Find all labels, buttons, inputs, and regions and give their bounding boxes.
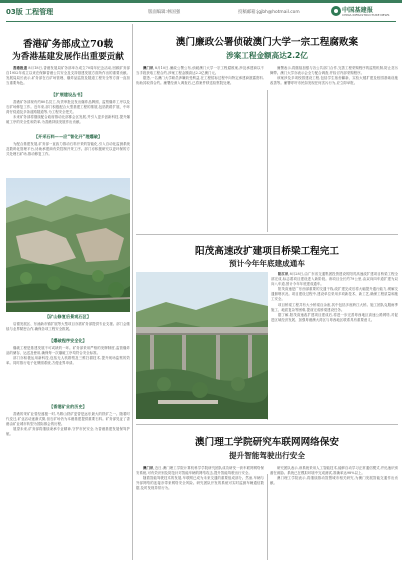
article1-section-1: 【扩展建设丛书】: [51, 92, 85, 97]
article3-headline: 阳茂高速改扩建项目桥梁工程完工: [195, 246, 339, 257]
article3-dateline: 阳江讯: [278, 272, 289, 276]
column-divider: [267, 90, 268, 232]
article1-body-3: 启德发展区、东涌新市镇扩展等大型项目亦需矿务部提供专业支援。部门会继续与业界紧密合作,确保各项工程安全推展。: [6, 322, 130, 332]
article1-section-2: 【开采石料——应“智化开”理爆破】: [33, 134, 103, 139]
newspaper-brand: 中国基建报: [342, 7, 373, 14]
article1-body-2: 为配合基建发展,矿务部一直致力推动石料开采的智能化,引入自动化监测系统及数码化管理平台,协助承建商有效控制开采工序。部门亦积极研究以更环保的方式处理石矿场,推动修复工作。: [6, 142, 130, 157]
page-section-label: 03版 工程管理: [6, 8, 54, 16]
newspaper-brand-sub: CHINA INFRASTRUCTURE NEWS: [342, 13, 390, 17]
article1-dateline: 香港报道: [13, 66, 28, 70]
section-divider: [136, 234, 398, 235]
left-photo-caption: 【矿山修复后景观石区】: [44, 314, 92, 319]
article4-body-left: 澳门讯 近日,澳门理工学院计算机科学学院研究团队成功研发一套车联网网络保安系统,可有效识别及防范针对智能车辆的网络攻击,提升智能驾驶出行安全。 随着智能驾驶技术的发展,车联网已成为未来交通的重要组成部分。然而,车辆与外部网络的连接亦带来网络安全风险。研究团队开发的系统可实时监测车辆通信数据,及时发现异常行为。: [136, 466, 264, 491]
article1-headline-2: 为香港基建发展作出重要贡献: [12, 52, 124, 62]
editor-credit: 版面编辑:林国强: [148, 10, 181, 15]
article4-dateline: 澳门讯: [143, 466, 154, 470]
article1-body-4: 爆破工程是基建发展不可或缺的一环。矿务部采用严格的发牌制度,监管爆炸品的储存、运送及使用,确保每一次爆破工序均符合安全标准。 部门亦积极运用新科技,包括无人机勘察及三维扫描技术,提升现场监察的效率。同时推行电子化牌照系统,方便业界申请。: [6, 346, 130, 366]
newspaper-logo-icon: [331, 6, 341, 16]
article1-intro: 香港报道 8月18日,香港发展局矿务部举办成立70周年纪念活动,回顾矿务部自1952年成立以来在保障香港公共安全及支持基建发展方面所作出的重要贡献。发展局局长表示,矿务部在石矿场管理、爆炸品监管及隧道工程安全等方面一直担当重要角色。: [6, 66, 130, 86]
article1-section-3: 【爆破程序安全化】: [49, 338, 87, 343]
article1-headline: 香港矿务部成立70载: [22, 39, 114, 50]
column-divider: [132, 24, 133, 560]
article4-body-right: 研究团队表示,该系统采用人工智能技术,能够自动学习正常通信模式,并迅速识别潜在威胁。系统已在模拟环境中完成测试,准确率达98%以上。 澳门理工学院表示,将继续推动智慧城市相关研究,为澳门发展智能交通作出贡献。: [270, 466, 398, 486]
quarry-restoration-photo: [6, 178, 130, 312]
bridge-construction-photo: [136, 272, 268, 419]
header-rule: [6, 21, 396, 22]
article3-subheadline: 预计今年年底建成通车: [229, 259, 305, 268]
article2-body-right: 廉署表示,将继续加强与各公共部门合作,完善工程采购程序的监察机制,防止贪污舞弊。澳门大学亦表示会全力配合调查,并检讨内部采购程序。 该案涉及多项校园建设工程,包括学生宿舍翻新、实验大楼扩建及校园基础设施改善等。廉署呼吁市民如发现任何贪污行为,应立即举报。: [270, 66, 398, 86]
page-header: [0, 3, 402, 21]
article2-subheadline: 涉案工程金额高达2.2亿: [226, 51, 308, 60]
article1-section-4: 【香港矿业的历史】: [49, 404, 87, 409]
section-divider: [136, 424, 398, 425]
article2-dateline: 澳门讯: [143, 66, 154, 70]
article1-body-5: 香港的采矿业曾经盛极一时,马鞍山铁矿更曾是远东最大的铁矿之一。随着时代变迁,矿业活动逐渐式微,但石矿场仍为本港基建提供重要石料。矿务部见证了香港由矿业城市转型为国际都会的历程。 展望未来,矿务部将继续秉承专业精神,守护市民安全,为香港基建发展保驾护航。: [6, 412, 130, 437]
article1-body-1: 香港矿务部现有约80名员工,负责审批及发出爆炸品牌照、监察爆炸工序以及石矿场修复工作。近年来,部门积极配合大型基建工程的推展,包括铁路扩展、中环湾仔绕道及多条道路隧道等,为工程安全把关。 未来矿务部将继续配合政府推动北部都会区发展,并引入更多创新科技,提升爆破工序的安全性和效率,为香港持续发展作出贡献。: [6, 100, 130, 125]
submission-email: 投稿邮箱:jgjbh@hotmail.com: [238, 10, 300, 15]
article3-body: 阳江讯 8月28日,由广东省交通集团投资建设的阳茂高速改扩建项目桥梁工程全部完成,标志着项目建设进入新阶段。该项目全长约79公里,由双向四车道扩建为双向八车道,预计今年年底建成通车。 阳茂高速是广东西部重要的交通干线,改扩建完成后将大幅提升通行能力,缓解交通拥堵状况。项目建设过程中,建设单位采用多项新技术、新工艺,确保工程质量和施工安全。 项目桥梁工程共有大小桥梁百余座,其中包括多座跨江大桥。施工团队克服雨季施工、地质复杂等困难,提前完成桥梁建设任务。 据了解,阳茂高速改扩建项目建成后,将进一步完善粤西地区高速公路网络,对促进区域经济发展、加强粤港澳大湾区与粤西地区联系具有重要意义。: [271, 272, 398, 322]
article2-headline: 澳门廉政公署侦破澳门大学一宗工程腐败案: [175, 37, 359, 48]
article4-subheadline: 提升智能驾驶出行安全: [229, 451, 305, 460]
column-divider: [267, 474, 268, 560]
article4-headline: 澳门理工学院研究车联网网络保安: [195, 437, 339, 448]
article2-body-left: 澳门讯 8月10日,廉政公署公布,侦破澳门大学一宗工程腐败案,涉及承建商以不当手段获取工程合约,涉案工程金额高达2.2亿澳门元。 据悉,一名澳门大学职员涉嫌收受利益,在工程招标过程中向特定承建商泄露资料,协助其取得合约。廉署经深入调查后,已将案件移送检察院处理。: [136, 66, 264, 86]
